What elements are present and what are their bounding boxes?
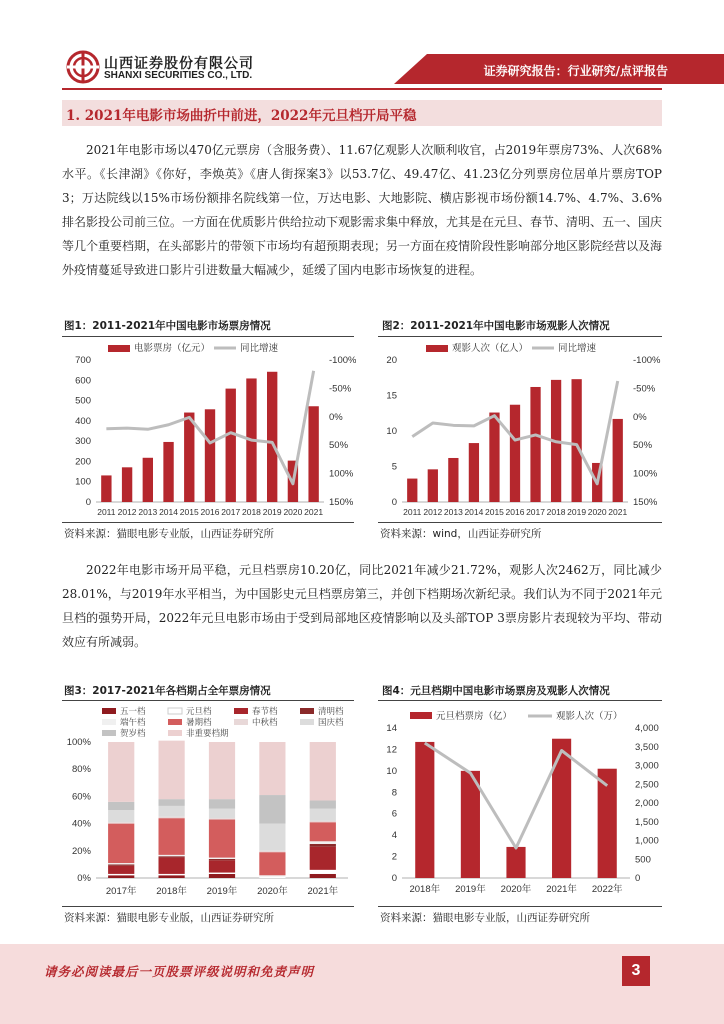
y-tick-label: 80% [71, 764, 91, 776]
legend-line-label: 观影人次（万） [556, 711, 623, 722]
legend-swatch-国庆档 [300, 719, 314, 725]
legend-bar-label: 元旦档票房（亿） [436, 711, 513, 722]
segment-2019年-贺岁档 [209, 799, 235, 809]
legend-label: 暑期档 [186, 717, 212, 727]
segment-2019年-暑期档 [209, 820, 235, 858]
segment-2021年-国庆档 [310, 809, 336, 821]
x-tick-label: 2013 [443, 507, 463, 517]
y-tick-label: 4 [391, 830, 397, 842]
figure-3-title: 图3：2017-2021年各档期占全年票房情况 [64, 685, 271, 697]
legend-swatch-端午档 [102, 719, 116, 725]
y2-tick-label: -50% [633, 383, 656, 395]
y2-tick-label: -100% [633, 355, 661, 366]
legend-bar-swatch [108, 345, 130, 352]
y-tick-label: 40% [71, 818, 91, 830]
y-tick-label: 300 [75, 436, 91, 448]
y-tick-label: 6 [391, 808, 397, 820]
bar-2014 [163, 442, 173, 502]
segment-2018年-春节档 [158, 858, 184, 874]
figure-1-source: 资料来源：猫眼电影专业版，山西证券研究所 [64, 528, 274, 540]
segment-2019年-春节档 [209, 860, 235, 872]
figure-2-bottom-rule [378, 522, 662, 523]
paragraph-1: 2021年电影市场以470亿元票房（含服务费）、11.67亿观影人次顺利收官，占2019年票房73%、人次68%水平。《长津湖》《你好，李焕英》《唐人街探案3》以53.7亿、49.47亿、41.23亿分列票房位居单片票房TOP 3；万达院线以15%市场份额排名院线第一位，万达电影、大地影院、横店影视市场份额14.7%、4.7%、3.6%排名影投公司前三位。一方面在优质影片供给拉动下观影需求集中释放，尤其是在元旦、春节、清明、五一、国庆等几个重要档期，在头部影片的带领下市场均有超预期表现；另一方面在疫情阶段性影响部分地区影院经营以及海外疫情蔓延导致进口影片引进数量大幅减少，延缓了国内电影市场恢复的进程。 [62, 143, 663, 277]
x-tick-label: 2020 [587, 507, 607, 517]
segment-2018年-元旦档 [158, 874, 184, 875]
legend-swatch-贺岁档 [102, 730, 116, 736]
y2-tick-label: 100% [329, 468, 354, 480]
x-tick-label: 2017 [526, 507, 546, 517]
x-tick-label: 2019 [262, 507, 282, 517]
y-tick-label: 14 [386, 723, 397, 734]
segment-2017年-贺岁档 [108, 802, 134, 810]
legend-label: 端午档 [120, 717, 146, 727]
figure-1-title: 图1：2011-2021年中国电影市场票房情况 [64, 320, 271, 332]
segment-2018年-五一档 [158, 875, 184, 878]
section-title: 1. 2021年电影市场曲折中前进，2022年元旦档开局平稳 [66, 108, 417, 124]
segment-2021年-五一档 [310, 874, 336, 878]
page-footer [0, 944, 724, 1024]
legend-label: 春节档 [252, 706, 278, 716]
y2-tick-label: 50% [633, 440, 653, 452]
x-tick-label: 2021年 [307, 886, 339, 897]
segment-2019年-国庆档 [209, 809, 235, 819]
bar-2011 [407, 479, 417, 502]
y-tick-label: 2 [391, 851, 397, 863]
figure-2-title: 图2：2011-2021年中国电影市场观影人次情况 [382, 320, 610, 332]
figure-4-title: 图4：元旦档期中国电影市场票房及观影人次情况 [382, 685, 610, 697]
legend-swatch-五一档 [102, 708, 116, 714]
y2-tick-label: 0% [633, 411, 647, 423]
y2-tick-label: 0% [329, 411, 343, 423]
segment-2017年-国庆档 [108, 810, 134, 822]
y-tick-label: 100% [66, 737, 91, 748]
legend-swatch-清明档 [300, 708, 314, 714]
page-number: 3 [622, 956, 650, 986]
x-tick-label: 2014 [464, 507, 484, 517]
segment-2017年-端午档 [108, 863, 134, 864]
segment-2018年-中秋档 [158, 817, 184, 818]
legend-label: 五一档 [120, 706, 146, 716]
figure-3-top-rule [62, 700, 354, 701]
legend-bar-swatch [426, 345, 448, 352]
segment-2020年-非重要档期 [259, 742, 285, 795]
figure-3-bottom-rule [62, 906, 354, 907]
bar-2021年 [552, 739, 571, 878]
y-tick-label: 10 [386, 426, 397, 437]
y-tick-label: 700 [75, 355, 91, 366]
bar-2017 [530, 387, 540, 502]
segment-2020年-元旦档 [259, 877, 285, 878]
segment-2020年-中秋档 [259, 851, 285, 852]
x-tick-label: 2013 [138, 507, 158, 517]
x-tick-label: 2011 [97, 507, 116, 517]
legend-swatch-中秋档 [234, 719, 248, 725]
x-tick-label: 2015 [179, 507, 199, 517]
legend-swatch-春节档 [234, 708, 248, 714]
y-tick-label: 10 [386, 765, 397, 777]
y-tick-label: 20 [386, 355, 397, 366]
y2-tick-label: 1,500 [635, 816, 659, 828]
segment-2019年-清明档 [209, 859, 235, 860]
legend-bar-label: 观影人次（亿人） [452, 343, 529, 354]
y-tick-label: 8 [391, 787, 397, 799]
y-tick-label: 0% [77, 873, 91, 884]
bar-2015 [184, 413, 194, 502]
y2-tick-label: 2,000 [635, 798, 659, 809]
legend-bar-swatch [410, 712, 432, 719]
y-tick-label: 0 [391, 873, 397, 884]
y-tick-label: 20% [71, 845, 91, 857]
x-tick-label: 2014 [159, 507, 179, 517]
legend-label: 清明档 [318, 706, 344, 716]
figure-4-bottom-rule [378, 906, 662, 907]
x-tick-label: 2021 [608, 507, 628, 517]
bar-2013 [448, 458, 458, 502]
x-tick-label: 2017年 [105, 886, 137, 897]
segment-2019年-中秋档 [209, 818, 235, 819]
x-tick-label: 2018 [546, 507, 566, 517]
y2-tick-label: 500 [635, 854, 651, 866]
x-tick-label: 2015 [484, 507, 504, 517]
figure-1-chart [62, 338, 356, 520]
figure-3-chart [62, 702, 356, 906]
x-tick-label: 2020年 [257, 886, 288, 897]
segment-2018年-贺岁档 [158, 799, 184, 806]
y-tick-label: 12 [386, 744, 397, 756]
y-tick-label: 100 [75, 476, 91, 488]
legend-line-label: 同比增速 [558, 343, 597, 354]
legend-label: 国庆档 [318, 717, 344, 727]
segment-2021年-端午档 [310, 841, 336, 844]
bar-2019 [267, 372, 277, 502]
y-tick-label: 500 [75, 395, 91, 407]
x-tick-label: 2018年 [156, 886, 187, 897]
y2-tick-label: 100% [633, 468, 658, 480]
y-tick-label: 600 [75, 375, 91, 387]
x-tick-label: 2012 [423, 507, 443, 517]
company-logo-icon [66, 50, 100, 84]
bar-2017 [226, 389, 236, 502]
segment-2017年-清明档 [108, 864, 134, 865]
company-name-cn: 山西证券股份有限公司 [104, 56, 254, 72]
y-tick-label: 0 [391, 497, 397, 508]
y2-tick-label: -100% [329, 355, 356, 366]
y2-tick-label: 3,000 [635, 760, 659, 772]
y2-tick-label: 4,000 [635, 723, 659, 734]
y2-tick-label: 2,500 [635, 779, 659, 791]
x-tick-label: 2022年 [591, 884, 623, 895]
x-tick-label: 2019年 [206, 886, 238, 897]
bar-2021 [613, 419, 623, 502]
figure-2-source: 资料来源：wind，山西证券研究所 [380, 528, 542, 540]
legend-swatch-元旦档 [168, 708, 182, 714]
figure-2-top-rule [378, 336, 662, 337]
bar-2019 [572, 379, 582, 502]
segment-2018年-清明档 [158, 856, 184, 857]
legend-line-label: 同比增速 [240, 343, 279, 354]
bar-2015 [489, 413, 499, 502]
bar-2011 [101, 475, 111, 502]
segment-2020年-贺岁档 [259, 795, 285, 824]
attendance-line [425, 743, 607, 848]
figure-3-source: 资料来源：猫眼电影专业版，山西证券研究所 [64, 912, 274, 924]
segment-2020年-暑期档 [259, 852, 285, 875]
segment-2019年-端午档 [209, 858, 235, 859]
legend-swatch-暑期档 [168, 719, 182, 725]
segment-2018年-暑期档 [158, 818, 184, 855]
report-tag: 证券研究报告：行业研究/点评报告 [483, 64, 668, 78]
bar-2012 [122, 467, 132, 502]
bar-2016 [510, 405, 520, 502]
bar-2020年 [506, 847, 525, 878]
segment-2018年-非重要档期 [158, 741, 184, 799]
legend-label: 贺岁档 [120, 728, 146, 738]
x-tick-label: 2016 [200, 507, 220, 517]
y2-tick-label: 150% [633, 497, 658, 508]
segment-2018年-端午档 [158, 855, 184, 856]
bar-2019年 [461, 771, 480, 878]
segment-2021年-元旦档 [310, 870, 336, 874]
bar-2013 [143, 458, 153, 502]
segment-2021年-暑期档 [310, 822, 336, 841]
x-tick-label: 2019 [567, 507, 587, 517]
segment-2021年-中秋档 [310, 821, 336, 822]
segment-2017年-春节档 [108, 866, 134, 874]
x-tick-label: 2020 [283, 507, 303, 517]
y-tick-label: 15 [386, 390, 397, 402]
x-tick-label: 2021年 [546, 884, 577, 895]
x-tick-label: 2018年 [409, 884, 441, 895]
y-tick-label: 5 [391, 461, 397, 473]
segment-2017年-中秋档 [108, 822, 134, 823]
segment-2018年-国庆档 [158, 806, 184, 817]
segment-2021年-贺岁档 [310, 800, 336, 808]
x-tick-label: 2012 [117, 507, 137, 517]
segment-2017年-暑期档 [108, 824, 134, 863]
legend-label: 元旦档 [186, 706, 212, 716]
y-tick-label: 200 [75, 456, 91, 468]
segment-2019年-非重要档期 [209, 742, 235, 799]
y2-tick-label: 0 [635, 873, 641, 884]
segment-2017年-元旦档 [108, 874, 134, 875]
figure-1-top-rule [62, 336, 354, 337]
x-tick-label: 2020年 [500, 884, 532, 895]
legend-label: 中秋档 [252, 717, 278, 727]
legend-label: 非重要档期 [186, 728, 229, 738]
segment-2021年-非重要档期 [310, 742, 336, 800]
segment-2019年-五一档 [209, 874, 235, 878]
figure-4-source: 资料来源：猫眼电影专业版，山西证券研究所 [380, 912, 590, 924]
segment-2019年-元旦档 [209, 873, 235, 874]
figure-2-chart [378, 338, 664, 520]
footer-disclaimer: 请务必阅读最后一页股票评级说明和免责声明 [44, 964, 315, 979]
bar-2012 [428, 469, 438, 502]
y-tick-label: 0 [85, 497, 91, 508]
legend-swatch-非重要档期 [168, 730, 182, 736]
company-name-en: SHANXI SECURITIES CO., LTD. [104, 70, 253, 81]
y2-tick-label: 150% [329, 497, 354, 508]
bar-2021 [308, 406, 318, 502]
paragraph-2: 2022年电影市场开局平稳，元旦档票房10.20亿，同比2021年减少21.72%，观影人次2462万，同比减少28.01%，与2019年水平相当，为中国影史元旦档票房第三，并创下档期场次新纪录。我们认为不同于2021年元旦档的强势开局，2022年元旦电影市场由于受到局部地区疫情影响以及头部TOP 3票房影片表现较为平均、带动效应有所减弱。 [62, 563, 662, 649]
segment-2021年-清明档 [310, 844, 336, 847]
y2-tick-label: 3,500 [635, 741, 659, 753]
segment-2017年-非重要档期 [108, 742, 134, 802]
segment-2020年-国庆档 [259, 824, 285, 851]
y2-tick-label: -50% [329, 383, 352, 395]
x-tick-label: 2016 [505, 507, 525, 517]
y-tick-label: 400 [75, 415, 91, 427]
bar-2018年 [415, 742, 434, 878]
legend-bar-label: 电影票房（亿元） [134, 343, 211, 354]
x-tick-label: 2011 [403, 507, 422, 517]
x-tick-label: 2018 [241, 507, 261, 517]
page-header [0, 0, 724, 92]
bar-2014 [469, 443, 479, 502]
bar-2016 [205, 409, 215, 502]
y2-tick-label: 1,000 [635, 835, 659, 847]
segment-2017年-五一档 [108, 875, 134, 878]
header-rule [62, 88, 662, 90]
y-tick-label: 60% [71, 791, 91, 803]
figure-1-bottom-rule [62, 522, 354, 523]
segment-2020年-端午档 [259, 875, 285, 876]
x-tick-label: 2017 [221, 507, 241, 517]
figure-4-chart [378, 702, 664, 906]
y2-tick-label: 50% [329, 440, 349, 452]
segment-2021年-春节档 [310, 847, 336, 870]
x-tick-label: 2019年 [455, 884, 486, 895]
x-tick-label: 2021 [304, 507, 324, 517]
figure-4-top-rule [378, 700, 662, 701]
